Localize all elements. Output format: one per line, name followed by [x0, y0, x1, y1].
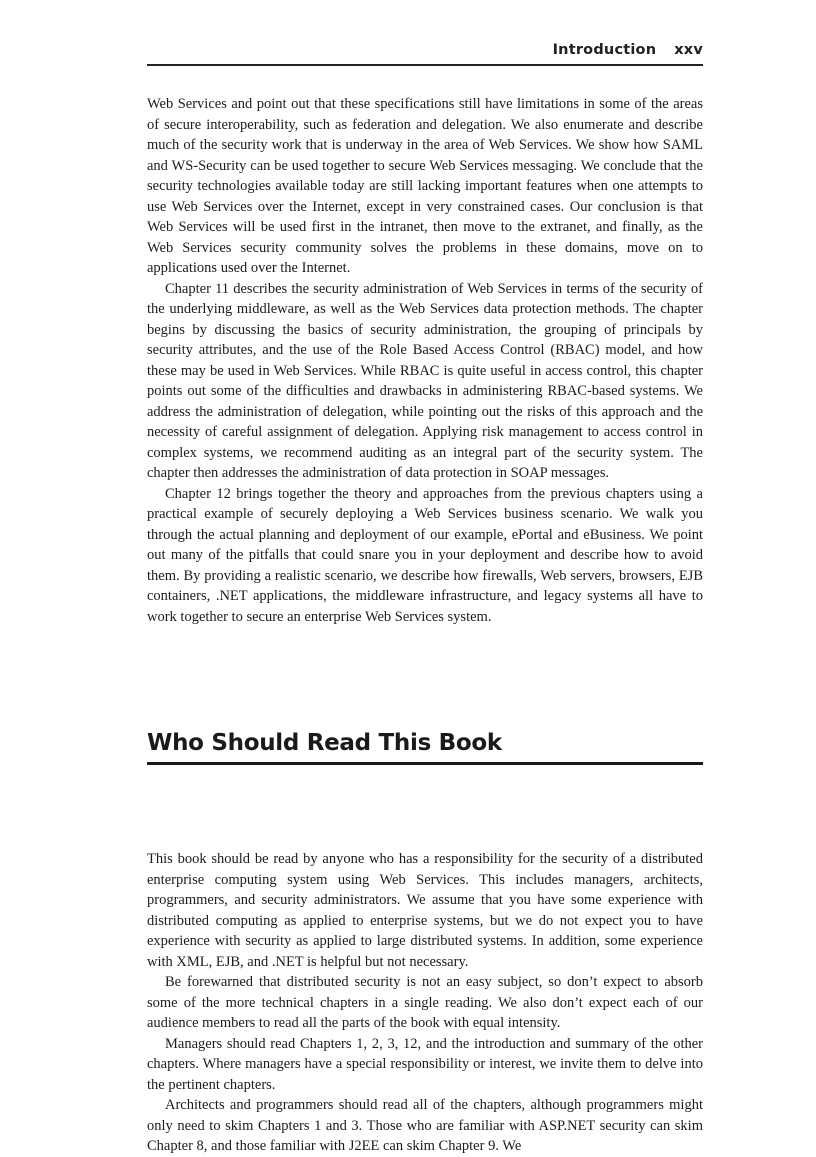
body-text-top: [147, 94, 703, 627]
paragraph: Chapter 11 describes the security administration of Web Services in terms of the security of the underlying middleware, as well as the Web Services data protection methods. The chapter begins by discussing the basics of security administration, the grouping of principals by security attributes, and the use of the Role Based Access Control (RBAC) model, and how these may be used in Web Services. While RBAC is quite useful in access control, this chapter points out some of the difficulties and drawbacks in administering RBAC-based systems. We address the administration of delegation, while pointing out the risks of this approach and the necessity of careful assignment of delegation. Applying risk management to access control in complex systems, we recommend auditing as an integral part of the security system. The chapter then addresses the administration of data protection in SOAP messages.: [147, 280, 703, 481]
paragraph: Architects and programmers should read all of the chapters, although programmers might only need to skim Chapters 1 and 3. Those who are familiar with ASP.NET security can skim Chapter 8, and those familiar with J2EE can skim Chapter 9. We: [147, 1097, 703, 1154]
paragraph: Managers should read Chapters 1, 2, 3, 12, and the introduction and summary of the other chapters. Where managers have a special responsibility or interest, we invite them to delve into the pertinent chapters.: [147, 1035, 703, 1093]
paragraph: Be forewarned that distributed security is not an easy subject, so don’t expect to absorb some of the more technical chapters in a single reading. We also don’t expect each of our audience members to read all the parts of the book with equal intensity.: [147, 974, 703, 1031]
paragraph: Chapter 12 brings together the theory and approaches from the previous chapters using a practical example of securely deploying a Web Services business scenario. We walk you through the actual planning and deployment of our example, ePortal and eBusiness. We point out many of the pitfalls that could snare you in your deployment and describe how to avoid them. By providing a realistic scenario, we describe how firewalls, Web servers, browsers, EJB containers, .NET applications, the middleware infrastructure, and legacy systems all have to work together to secure an enterprise Web Services system.: [147, 485, 703, 625]
running-head-section-title: Introduction: [552, 42, 657, 58]
section-heading: Who Should Read This Book: [147, 728, 703, 765]
paragraph: This book should be read by anyone who has a responsibility for the security of a distributed enterprise computing system using Web Services. This includes managers, architects, programmers, and security administrators. We assume that you have some experience with distributed computing as applied to enterprise systems, but we do not expect you to have experience with security as applied to large distributed systems. In addition, some experience with XML, EJB, and .NET is helpful but not necessary.: [147, 851, 703, 970]
body-text-section: [147, 849, 703, 1157]
paragraph: Web Services and point out that these specifications still have limitations in some of the areas of secure interoperability, such as federation and delegation. We also enumerate and describe much of the security work that is underway in the area of Web Services. We show how SAML and WS-Security can be used together to secure Web Services messaging. We conclude that the security technologies available today are still lacking important features when one attempts to use Web Services over the Internet, except in very constrained cases. Our conclusion is that Web Services will be used first in the intranet, then move to the extranet, and finally, as the Web Services security community solves the problems in these domains, move on to applications used over the Internet.: [147, 96, 703, 276]
running-head: [147, 42, 703, 66]
page-number: xxv: [674, 42, 703, 58]
